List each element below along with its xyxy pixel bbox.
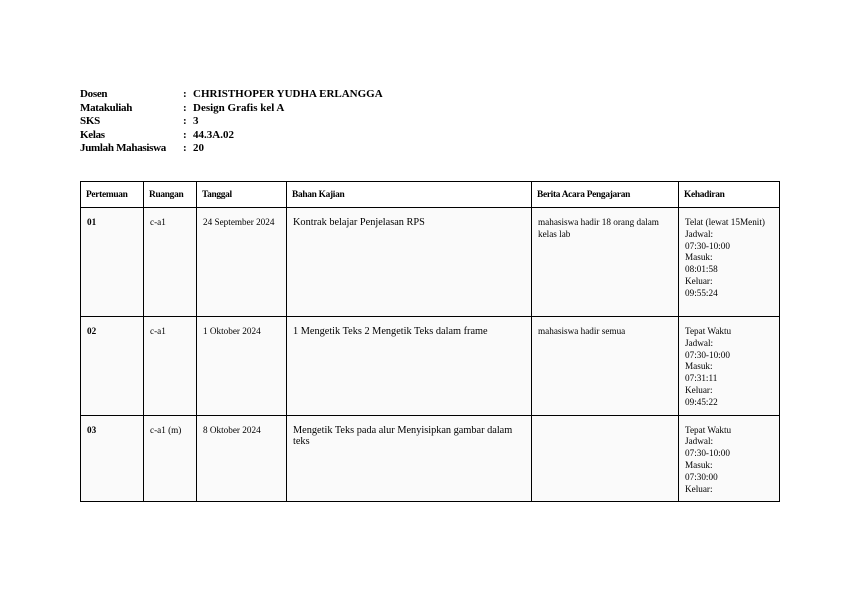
sks-label: SKS (80, 115, 100, 128)
masuk-label: Masuk: (685, 459, 713, 470)
tanggal-cell: 8 Oktober 2024 (197, 415, 287, 502)
attendance-status: Tepat Waktu (685, 326, 732, 336)
jadwal-value: 07:30-10:00 (685, 240, 730, 251)
masuk-value: 08:01:58 (685, 264, 718, 275)
bahan-kajian-cell: 1 Mengetik Teks 2 Mengetik Teks dalam frame (287, 317, 532, 416)
kehadiran-cell (679, 208, 780, 317)
jadwal-value: 07:30-10:00 (685, 349, 730, 360)
info-row-dosen (80, 88, 383, 102)
keluar-label: Keluar: (685, 483, 713, 494)
berita-acara-cell (532, 415, 679, 502)
colon-separator: : (183, 88, 187, 100)
berita-acara-cell: mahasiswa hadir semua (532, 317, 679, 416)
masuk-value: 07:30:00 (685, 471, 718, 482)
ruangan-cell: c-a1 (144, 208, 197, 317)
attendance-table (80, 181, 780, 502)
table-row (81, 317, 780, 416)
ruangan-cell: c-a1 (m) (144, 415, 197, 502)
kehadiran-cell (679, 415, 780, 502)
jadwal-value: 07:30-10:00 (685, 448, 730, 459)
attendance-status: Telat (lewat 15Menit) (685, 217, 765, 227)
keluar-value: 09:55:24 (685, 287, 718, 298)
matakuliah-value: Design Grafis kel A (193, 101, 285, 114)
keluar-value: 09:45:22 (685, 396, 718, 407)
keluar-label: Keluar: (685, 275, 713, 286)
dosen-label: Dosen (80, 88, 108, 100)
tanggal-cell: 24 September 2024 (197, 208, 287, 317)
kelas-label: Kelas (80, 128, 105, 141)
tanggal-cell: 1 Oktober 2024 (197, 317, 287, 416)
masuk-label: Masuk: (685, 252, 713, 263)
attendance-status: Tepat Waktu (685, 424, 732, 435)
masuk-label: Masuk: (685, 361, 713, 372)
colon-separator: : (183, 128, 187, 141)
berita-acara-cell: mahasiswa hadir 18 orang dalam kelas lab (532, 208, 679, 317)
kehadiran-cell (679, 317, 780, 416)
colon-separator: : (183, 115, 187, 128)
header-bahan-kajian: Bahan Kajian (287, 182, 532, 208)
matakuliah-label: Matakuliah (80, 101, 133, 114)
dosen-value: CHRISTHOPER YUDHA ERLANGGA (193, 88, 383, 100)
course-info-block (80, 88, 383, 156)
pertemuan-cell: 01 (81, 208, 144, 317)
table-row (81, 415, 780, 502)
jumlah-mahasiswa-label: Jumlah Mahasiswa (80, 142, 166, 155)
jumlah-mahasiswa-value: 20 (193, 142, 204, 155)
kelas-value: 44.3A.02 (193, 128, 234, 141)
jadwal-label: Jadwal: (685, 436, 714, 447)
header-tanggal: Tanggal (197, 182, 287, 208)
pertemuan-cell: 03 (81, 415, 144, 502)
bahan-kajian-cell: Kontrak belajar Penjelasan RPS (287, 208, 532, 317)
masuk-value: 07:31:11 (685, 373, 718, 384)
header-ruangan: Ruangan (144, 182, 197, 208)
info-row-jumlah-mahasiswa (80, 142, 383, 156)
header-kehadiran: Kehadiran (679, 182, 780, 208)
header-berita-acara: Berita Acara Pengajaran (532, 182, 679, 208)
bahan-kajian-cell: Mengetik Teks pada alur Menyisipkan gambar dalam teks (287, 415, 532, 502)
header-pertemuan: Pertemuan (81, 182, 144, 208)
table-row (81, 208, 780, 317)
sks-value: 3 (193, 115, 199, 128)
colon-separator: : (183, 142, 187, 155)
jadwal-label: Jadwal: (685, 228, 714, 239)
jadwal-label: Jadwal: (685, 337, 714, 348)
ruangan-cell: c-a1 (144, 317, 197, 416)
info-row-sks (80, 115, 383, 129)
pertemuan-cell: 02 (81, 317, 144, 416)
info-row-matakuliah (80, 102, 383, 116)
colon-separator: : (183, 101, 187, 114)
keluar-label: Keluar: (685, 384, 713, 395)
info-row-kelas (80, 129, 383, 143)
table-header-row (81, 182, 780, 208)
